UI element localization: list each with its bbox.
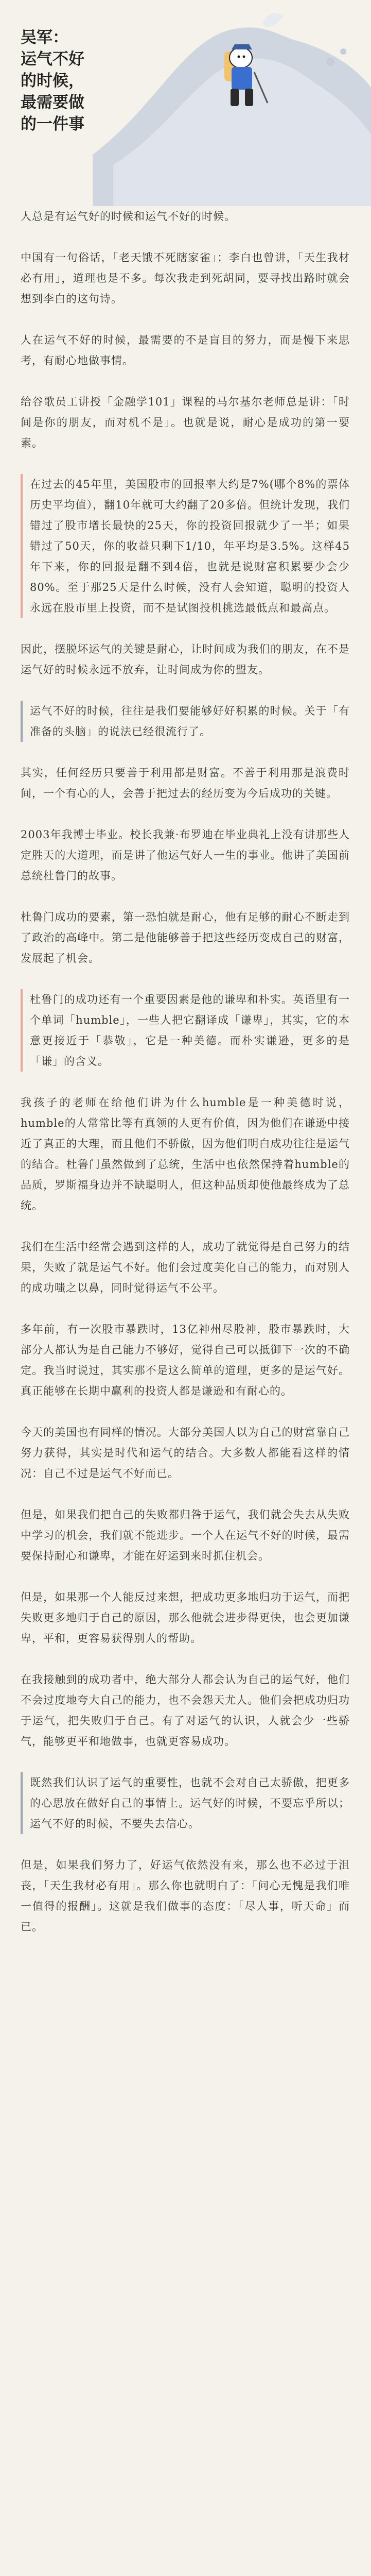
title-line: 最需要做 [21, 93, 84, 112]
paragraph: 我孩子的老师在给他们讲为什么humble是一种美德时说，humble的人常常比等有真领的人更有价值，因为他们在谦逊中接近了真正的大理，而且他们不骄傲，因为他们明白成功往往是运气的结合。杜鲁门虽然做到了总统，生活中也依然保持着humble的品质，罗斯福身边并不缺聪明人，但这种品质却使他最终成为了总统。 [21, 1096, 350, 1212]
mountain-climber-illustration [93, 0, 371, 206]
title-line: 吴军： [21, 28, 68, 47]
paragraph: 人在运气不好的时候，最需要的不是盲目的努力，而是慢下来思考，有耐心地做事情。 [21, 334, 350, 367]
article-body [21, 206, 350, 1958]
paragraph: 给谷歌员工讲授「金融学101」课程的马尔基尔老师总是讲：「时间是你的朋友，而对机不是」。也就是说，耐心是成功的第一要素。 [21, 396, 350, 449]
quote-paragraph: 既然我们认识了运气的重要性，也就不会对自己太骄傲，把更多的心思放在做好自己的事情上。运气好的时候，不要忘乎所以；运气不好的时候，不要失去信心。 [21, 1772, 350, 1834]
highlighted-paragraph: 在过去的45年里，美国股市的回报率大约是7%(哪个8%的票体历史平均值），翻10年就可大约翻了20多倍。但统计发现，我们错过了股市增长最快的25天，你的投资回报就少了一半；如果错过了50天，你的收益只剩下1/10，年平均是3.5%。这样45年下来，你的回报是翻不到4倍，也就是说财富积累要少会少80%。至于那25天是什么时候，没有人会知道，聪明的投资人永远在股市里上投资，而不是试图投机挑选最低点和最高点。 [21, 474, 350, 618]
header-banner [0, 0, 371, 206]
title-line: 运气不好 [21, 50, 84, 69]
paragraph: 在我接触到的成功者中，绝大部分人都会认为自己的运气好，他们不会过度地夸大自己的能力，也不会怨天尤人。他们会把成功归功于运气，把失败归于自己。有了对运气的认识，人就会少一些骄气，能够更平和地做事，也就更容易成功。 [21, 1673, 350, 1748]
paragraph: 人总是有运气好的时候和运气不好的时候。 [21, 210, 236, 223]
paragraph: 中国有一句俗话，「老天饿不死瞎家雀」；李白也曾讲，「天生我材必有用」，道理也是不多。每次我走到死胡同，要寻找出路时就会想到李白的这句诗。 [21, 251, 350, 305]
title-line: 的时候， [21, 72, 84, 90]
paragraph: 我们在生活中经常会遇到这样的人，成功了就觉得是自己努力的结果，失败了就是运气不好。他们会过度美化自己的能力，而对别人的成功嗤之以鼻，同时觉得运气不公平。 [21, 1241, 350, 1294]
paragraph: 杜鲁门成功的要素，第一恐怕就是耐心，他有足够的耐心不断走到了政治的高峰中。第二是他能够善于把这些经历变成自己的财富，发展起了机会。 [21, 911, 350, 964]
paragraph: 因此，摆脱坏运气的关键是耐心，让时间成为我们的朋友，在不是运气好的时候永远不放弃，让时间成为你的盟友。 [21, 643, 350, 676]
quote-paragraph: 运气不好的时候，往往是我们要能够好好积累的时候。关于「有准备的头脑」的说法已经很流行了。 [21, 701, 350, 742]
highlighted-paragraph: 杜鲁门的成功还有一个重要因素是他的谦卑和朴实。英语里有一个单词「humble」，一些人把它翻译成「谦卑」，其实，它的本意更接近于「恭敬」，它是一种美德。而朴实谦逊，更多的是「谦」的含义。 [21, 989, 350, 1072]
paragraph: 今天的美国也有同样的情况。大部分美国人以为自己的财富靠自己努力获得，其实是时代和运气的结合。大多数人都能看这样的情况：自己不过是运气不好而已。 [21, 1426, 350, 1480]
paragraph: 2003年我博士毕业。校长我兼·布罗迪在毕业典礼上没有讲那些人定胜天的大道理，而是讲了他运气好人一生的事业。他讲了美国前总统杜鲁门的故事。 [21, 828, 350, 882]
paragraph: 多年前，有一次股市暴跌时，13亿神州尽股神，股市暴跌时，大部分人都认为是自己能力不够好，觉得自己可以抵御下一次的不确定。我当时说过，其实那不是这么简单的道理，更多的是运气好。真正能够在长期中赢利的投资人都是谦逊和有耐心的。 [21, 1323, 350, 1397]
title-line: 的一件事 [21, 115, 84, 133]
paragraph: 但是，如果那一个人能反过来想，把成功更多地归功于运气，而把失败更多地归于自己的原因，那么他就会进步得更快，也会更加谦卑，平和，更容易获得别人的帮助。 [21, 1591, 350, 1645]
paragraph: 但是，如果我们努力了，好运气依然没有来，那么也不必过于沮丧，「天生我材必有用」。那么你也就明白了：「问心无愧是我们唯一值得的报酬」。这就是我们做事的态度：「尽人事，听天命」而已。 [21, 1859, 350, 1933]
paragraph: 其实，任何经历只要善于利用都是财富。不善于利用那是浪费时间，一个有心的人，会善于把过去的经历变为今后成功的关键。 [21, 767, 350, 800]
paragraph: 但是，如果我们把自己的失败都归咎于运气，我们就会失去从失败中学习的机会，我们就不能进步。一个人在运气不好的时候，最需要保持耐心和谦卑，才能在好运到来时抓住机会。 [21, 1509, 350, 1562]
